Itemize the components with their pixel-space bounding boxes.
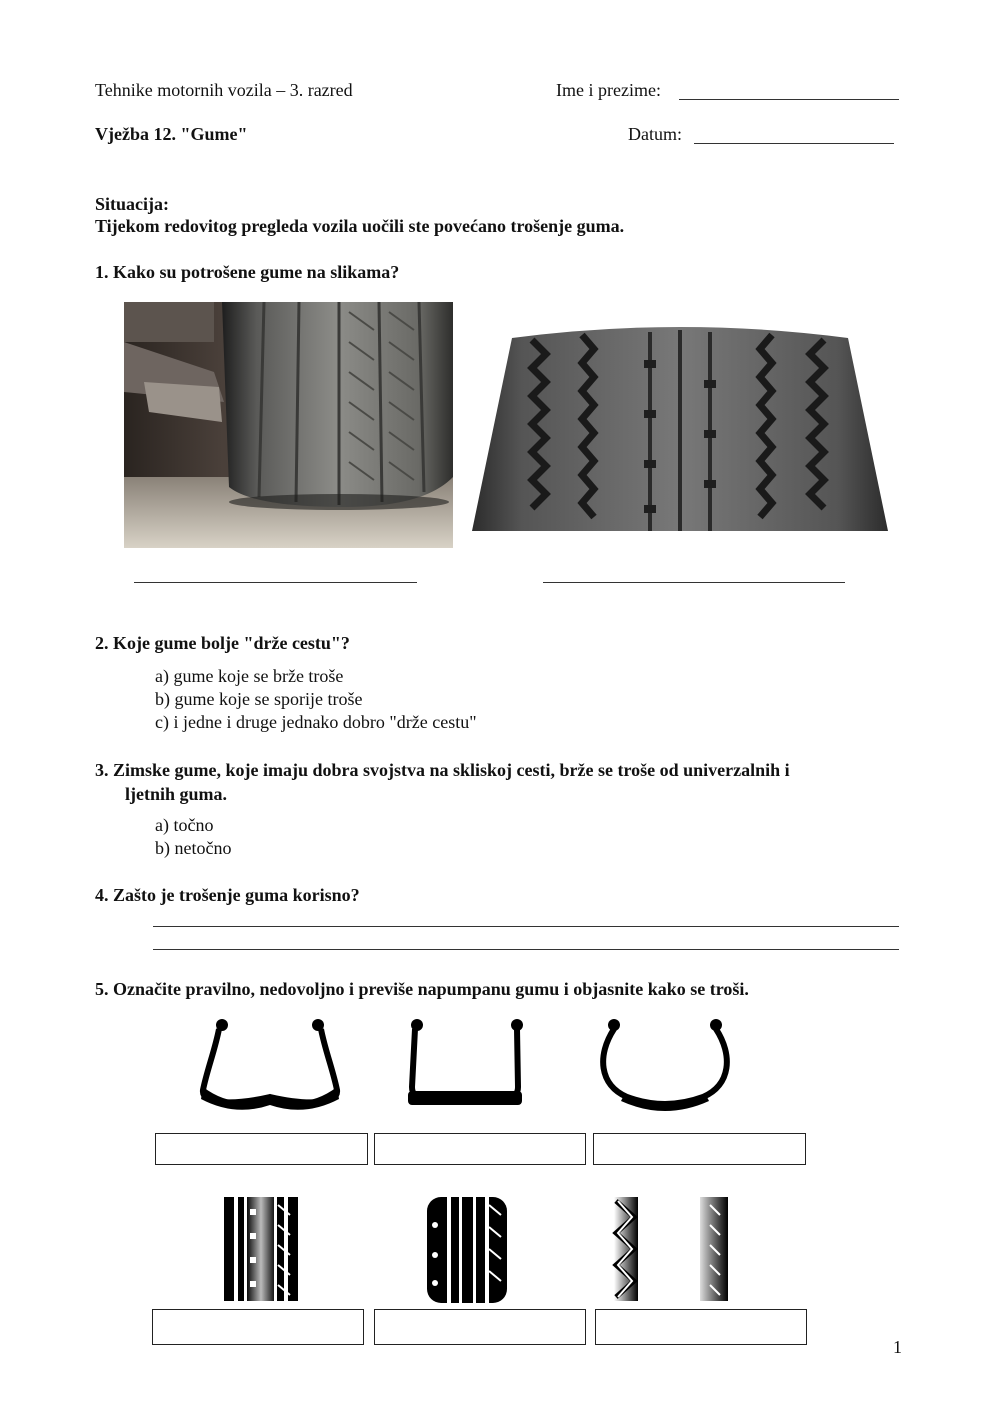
situation-label: Situacija: [95,194,169,214]
tread-wear-underinflated-icon [222,1195,300,1303]
situation-text: Tijekom redovitog pregleda vozila uočili ste povećano trošenje guma. [95,216,625,236]
name-label: Ime i prezime: [556,80,661,100]
question-2: 2. Koje gume bolje "drže cestu"? [95,633,350,653]
question-3-line-2: ljetnih guma. [125,784,228,804]
answer-box-tread-1[interactable] [152,1309,364,1345]
date-field[interactable] [694,143,894,144]
q2-option-b[interactable]: b) gume koje se sporije troše [155,689,363,709]
q4-answer-line-1[interactable] [153,926,899,927]
tire-profile-correct-icon [400,1015,530,1115]
answer-box-tread-3[interactable] [595,1309,807,1345]
answer-box-tread-2[interactable] [374,1309,586,1345]
answer-box-profile-2[interactable] [374,1133,586,1165]
q3-option-b[interactable]: b) netočno [155,838,232,858]
q2-option-c[interactable]: c) i jedne i druge jednako dobro "drže cestu" [155,712,477,732]
tread-wear-overinflated-icon [612,1195,732,1303]
answer-box-profile-3[interactable] [593,1133,806,1165]
page-number: 1 [893,1337,902,1357]
q2-option-a[interactable]: a) gume koje se brže troše [155,666,344,686]
tread-wear-correct-icon [425,1195,509,1305]
exercise-title: Vježba 12. "Gume" [95,124,248,144]
tire-profile-underinflated-icon [195,1015,345,1115]
answer-line-photo-left[interactable] [134,582,417,583]
date-label: Datum: [628,124,682,144]
course-title: Tehnike motornih vozila – 3. razred [95,80,353,100]
question-1: 1. Kako su potrošene gume na slikama? [95,262,400,282]
name-field[interactable] [679,99,899,100]
question-5: 5. Označite pravilno, nedovoljno i previše napumpanu gumu i objasnite kako se troši. [95,979,749,999]
answer-box-profile-1[interactable] [155,1133,368,1165]
worn-tire-photo-right [472,320,888,531]
question-3-line-1: 3. Zimske gume, koje imaju dobra svojstva na skliskoj cesti, brže se troše od univerzalnih i [95,760,790,780]
worn-tire-photo-left [124,302,453,548]
tire-profile-overinflated-icon [597,1015,737,1115]
answer-line-photo-right[interactable] [543,582,845,583]
q4-answer-line-2[interactable] [153,949,899,950]
q3-option-a[interactable]: a) točno [155,815,214,835]
question-4: 4. Zašto je trošenje guma korisno? [95,885,360,905]
